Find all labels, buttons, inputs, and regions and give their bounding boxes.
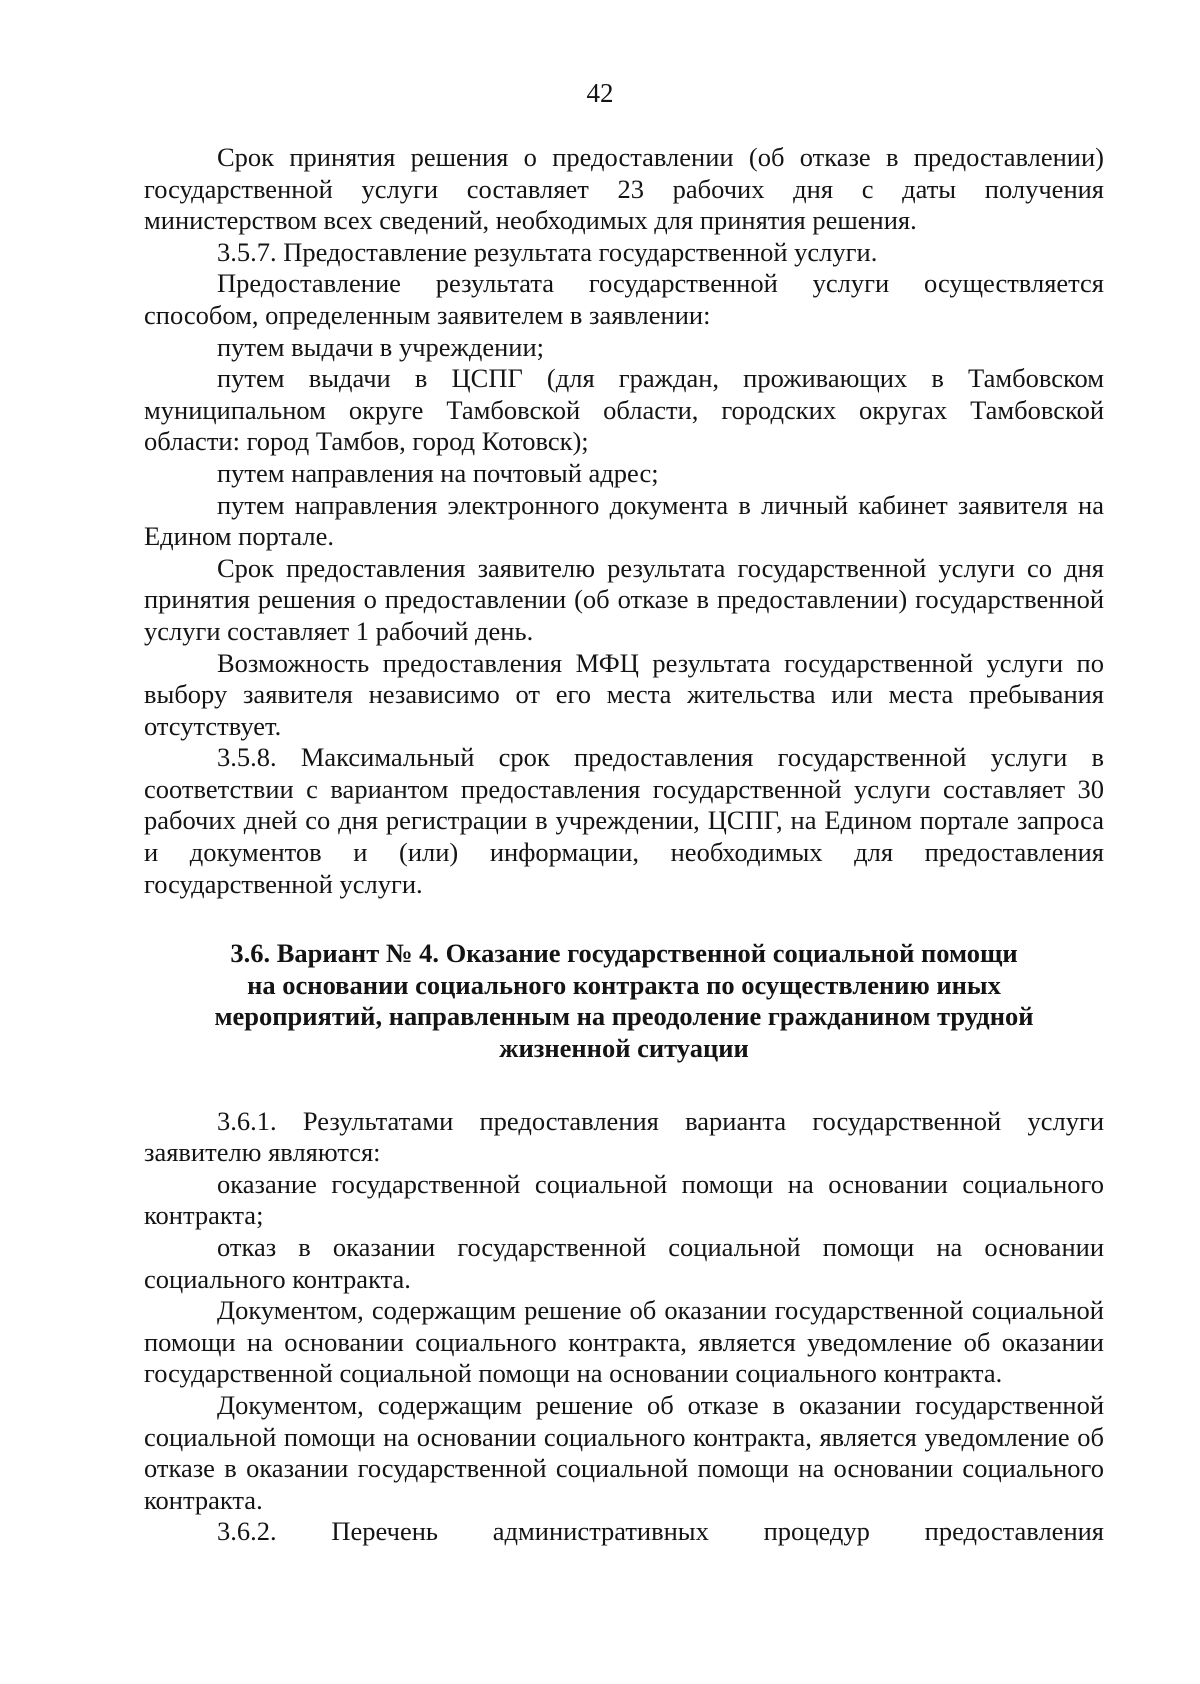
paragraph-3-5-7: 3.5.7. Предоставление результата государственной услуги. [217,236,878,267]
list-item-issue-cspg: путем выдачи в ЦСПГ (для граждан, проживающих в Тамбовском муниципальном округе Тамбовской области, городских округах Тамбовской области: город Тамбов, город Котовск); [144,363,1104,457]
section-heading-3-6 [184,938,1064,1064]
section-heading-line: мероприятий, направленным на преодоление гражданином трудной [214,1001,1034,1032]
list-item-electronic-document: путем направления электронного документа в личный кабинет заявителя на Едином портале. [144,489,1104,552]
list-item-postal-address: путем направления на почтовый адрес; [217,457,659,488]
document-body [144,142,1104,1548]
list-item-refusal: отказ в оказании государственной социальной помощи на основании социального контракта. [144,1232,1104,1294]
paragraph-result-term: Срок предоставления заявителю результата государственной услуги со дня принятия решения о предоставлении (об отказе в предоставлении) государственной услуги составляет 1 рабочий день. [144,552,1104,646]
section-heading-line: на основании социального контракта по осуществлению иных [247,969,1001,1000]
section-heading-line: жизненной ситуации [499,1033,749,1064]
paragraph-3-6-1: 3.6.1. Результатами предоставления варианта государственной услуги заявителю являются: [144,1105,1104,1168]
list-item-issue-institution: путем выдачи в учреждении; [217,331,544,362]
paragraph-decision-document: Документом, содержащим решение об оказании государственной социальной помощи на основании социального контракта, является уведомление об оказании государственной социальной помощи на основании социального контракта. [144,1295,1104,1389]
paragraph-refusal-document: Документом, содержащим решение об отказе в оказании государственной социальной помощи на основании социального контракта, является уведомление об отказе в оказании государственной социальной помощи на основании социального контракта. [144,1389,1104,1515]
paragraph-mfc-possibility: Возможность предоставления МФЦ результата государственной услуги по выбору заявителя независимо от его места жительства или места пребывания отсутствует. [144,647,1104,741]
paragraph-3-6-2: 3.6.2. Перечень административных процедур предоставления [217,1516,1104,1547]
section-heading-line: 3.6. Вариант № 4. Оказание государственной социальной помощи [230,938,1018,969]
paragraph-3-5-8: 3.5.8. Максимальный срок предоставления государственной услуги в соответствии с вариантом предоставления государственной услуги составляет 30 рабочих дней со дня регистрации в учреждении, ЦСПГ, на Едином портале запроса и документов и (или) информации, необходимых для предоставления государственной услуги. [144,742,1104,899]
page-number: 42 [586,78,614,108]
paragraph-result-method: Предоставление результата государственной услуги осуществляется способом, определенным заявителем в заявлении: [144,268,1104,330]
list-item-provision: оказание государственной социальной помощи на основании социального контракта; [144,1168,1104,1231]
paragraph-decision-term: Срок принятия решения о предоставлении (об отказе в предоставлении) государственной услуги составляет 23 рабочих дня с даты получения министерством всех сведений, необходимых для принятия решения. [144,142,1104,236]
